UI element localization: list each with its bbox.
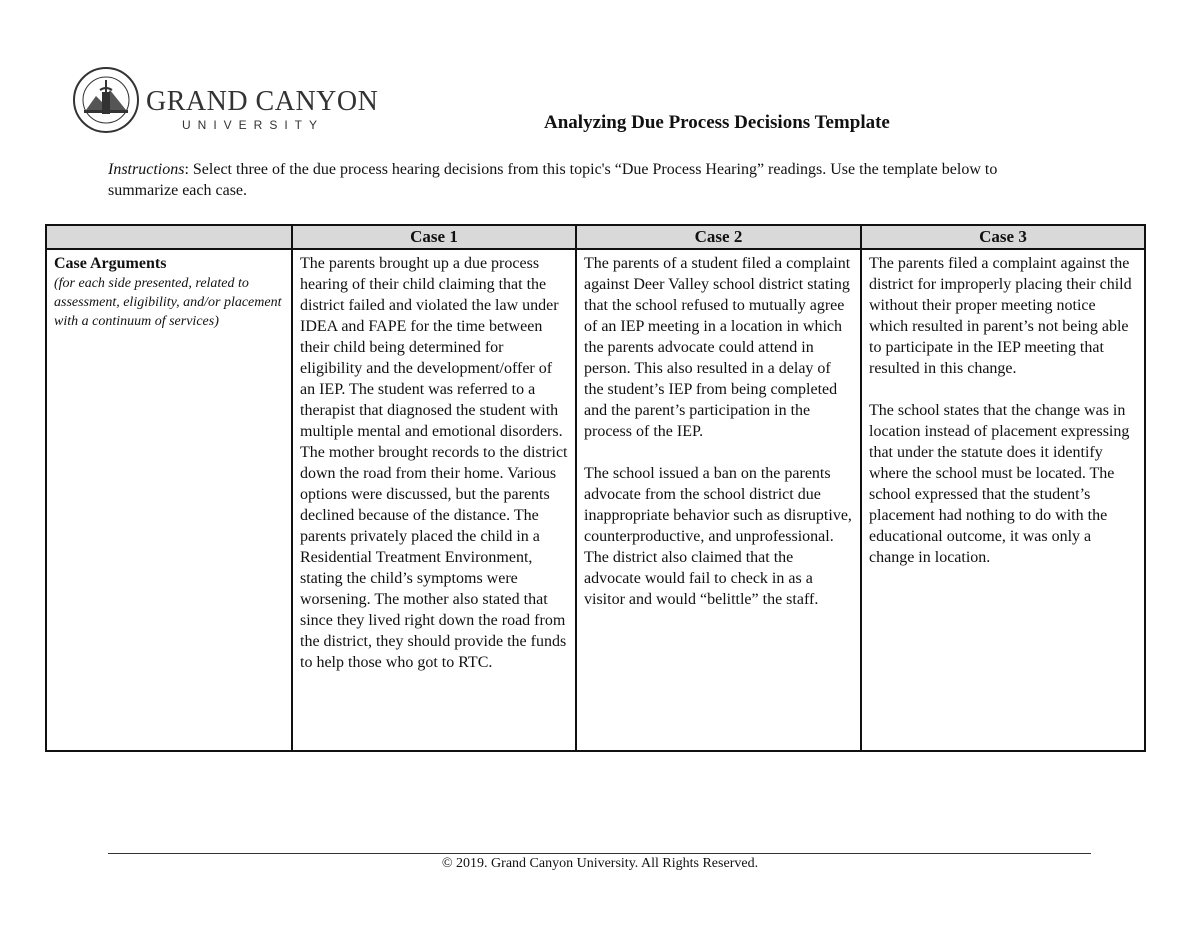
header-case-3: Case 3 [861,225,1145,249]
row-label-cell [46,249,292,751]
logo-subtitle: UNIVERSITY [182,118,325,132]
case-2-cell [576,249,861,751]
footer-divider [108,853,1091,854]
row-label-title: Case Arguments [54,255,167,272]
instructions [108,159,1068,201]
cases-table [45,224,1146,752]
table-row [46,249,1145,751]
row-label-note: (for each side presented, related to assessment, eligibility, and/or placement with a continuum of services) [54,276,282,329]
instructions-label: Instructions [108,161,185,178]
header-blank [46,225,292,249]
case-3-paragraph-1: The parents filed a complaint against the district for improperly placing their child without their proper meeting notice which resulted in parent’s not being able to participate in the IEP meeting that resulted in this change. [869,255,1132,377]
page-title: Analyzing Due Process Decisions Template [544,112,890,133]
footer-copyright: © 2019. Grand Canyon University. All Rights Reserved. [441,856,759,871]
table-header-row [46,225,1145,249]
header-case-2: Case 2 [576,225,861,249]
university-seal-icon [72,66,140,134]
instructions-text: : Select three of the due process hearing decisions from this topic's “Due Process Hearing” readings. Use the template below to summarize each case. [108,161,998,199]
logo-name: GRAND CANYON [146,86,379,117]
university-logo [72,66,379,136]
header-case-1: Case 1 [292,225,576,249]
case-1-paragraph: The parents brought up a due process hearing of their child claiming that the district failed and violated the law under IDEA and FAPE for the time between their child being determined for eligibility and the development/offer of an IEP. The student was referred to a therapist that diagnosed the student with multiple mental and emotional disorders. The mother brought records to the district down the road from their home. Various options were discussed, but the parents declined because of the distance. The parents privately placed the child in a Residential Treatment Environment, stating the child’s symptoms were worsening. The mother also stated that since they lived right down the road from the district, they should provide the funds to help those who got to RTC. [300,255,568,671]
case-3-paragraph-2: The school states that the change was in location instead of placement expressing that under the statute does it identify where the school must be located. The school expressed that the student’s placement had nothing to do with the educational outcome, it was only a change in location. [869,402,1130,566]
case-2-paragraph-1: The parents of a student filed a complaint against Deer Valley school district stating that the school refused to mutually agree of an IEP meeting in a location in which the parents advocate could attend in person. This also resulted in a delay of the student’s IEP from being completed and the parent’s participation in the process of the IEP. [584,255,851,440]
case-2-paragraph-2: The school issued a ban on the parents advocate from the school district due inappropriate behavior such as disruptive, counterproductive, and unprofessional. The district also claimed that the advocate would fail to check in as a visitor and would “belittle” the staff. [584,465,852,608]
case-3-cell [861,249,1145,751]
case-1-cell [292,249,576,751]
